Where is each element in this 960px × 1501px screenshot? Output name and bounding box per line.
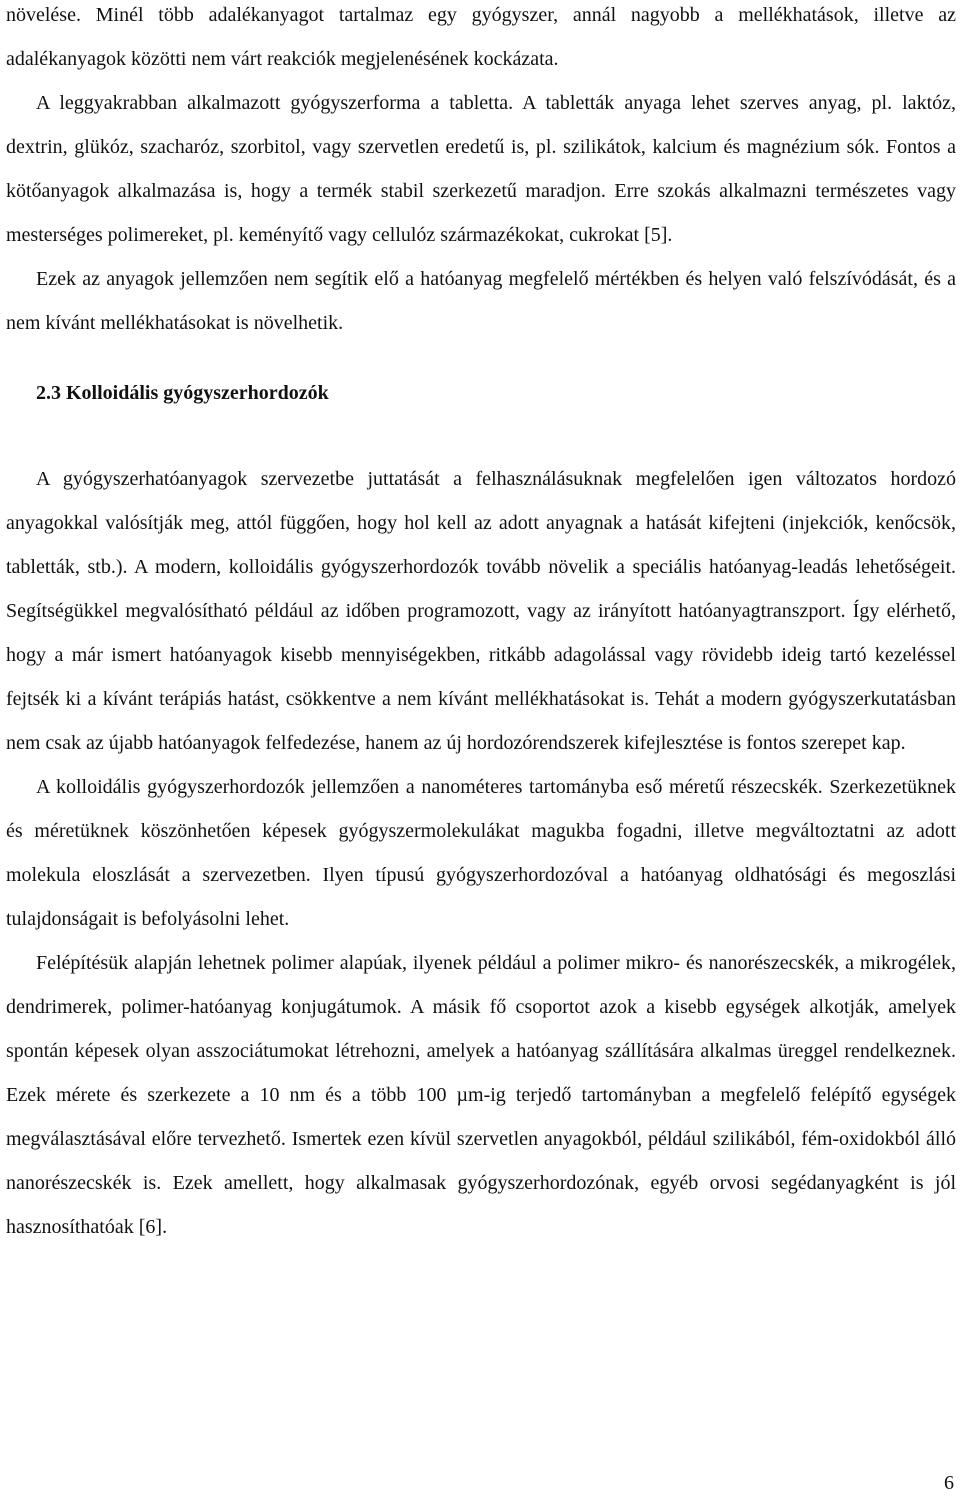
section-heading: 2.3 Kolloidális gyógyszerhordozók <box>36 382 329 404</box>
paragraph-continued: növelése. Minél több adalékanyagot tartalmaz egy gyógyszer, annál nagyobb a mellékhatások, illetve az adalékanyagok közötti nem várt reakciók megjelenésének kockázata. <box>6 4 956 70</box>
spacer <box>6 415 956 457</box>
paragraph-drug-carriers-intro: A gyógyszerhatóanyagok szervezetbe juttatását a felhasználásuknak megfelelően igen változatos hordozó anyagokkal valósítják meg, attól függően, hogy hol kell az adott anyagnak a hatását kifejteni (injekciók, kenőcsök, tabletták, stb.). A modern, kolloidális gyógyszerhordozók tovább növelik a speciális hatóanyag-leadás lehetőségeit. Segítségükkel megvalósítható például az időben programozott, vagy az irányított hatóanyagtranszport. Így elérhető, hogy a már ismert hatóanyagok kisebb mennyiségekben, ritkább adagolással vagy rövidebb ideig tartó kezeléssel fejtsék ki a kívánt terápiás hatást, csökkentve a nem kívánt mellékhatásokat is. Tehát a modern gyógyszerkutatásban nem csak az újabb hatóanyagok felfedezése, hanem az új hordozórendszerek kifejlesztése is fontos szerepet kap. <box>6 468 956 754</box>
paragraph-tablet-excipients: A leggyakrabban alkalmazott gyógyszerforma a tabletta. A tabletták anyaga lehet szerves anyag, pl. laktóz, dextrin, glükóz, szacharóz, szorbitol, vagy szervetlen eredetű is, pl. szilikátok, kalcium és magnézium sók. Fontos a kötőanyagok alkalmazása is, hogy a termék stabil szerkezetű maradjon. Erre szokás alkalmazni természetes vagy mesterséges polimereket, pl. keményítő vagy cellulóz származékokat, cukrokat [5]. <box>6 92 956 246</box>
paragraph-excipient-effects: Ezek az anyagok jellemzően nem segítik elő a hatóanyag megfelelő mértékben és helyen való felszívódását, és a nem kívánt mellékhatásokat is növelhetik. <box>6 268 956 334</box>
paragraph-carrier-types: Felépítésük alapján lehetnek polimer alapúak, ilyenek például a polimer mikro- és nanorészecskék, a mikrogélek, dendrimerek, polimer-hatóanyag konjugátumok. A másik fő csoportot azok a kisebb egységek alkotják, amelyek spontán képesek olyan asszociátumokat létrehozni, amelyek a hatóanyag szállítására alkalmas üreggel rendelkeznek. Ezek mérete és szerkezete a 10 nm és a több 100 µm-ig terjedő tartományban a megfelelő felépítő egységek megválasztásával előre tervezhető. Ismertek ezen kívül szervetlen anyagokból, például szilikából, fém-oxidokból álló nanorészecskék is. Ezek amellett, hogy alkalmasak gyógyszerhordozónak, egyéb orvosi segédanyagként is jól hasznosíthatóak [6]. <box>6 952 956 1238</box>
document-body <box>6 0 956 1249</box>
spacer <box>6 345 956 371</box>
page-number: 6 <box>944 1472 954 1494</box>
paragraph-nanoscale-carriers: A kolloidális gyógyszerhordozók jellemzően a nanométeres tartományba eső méretű részecskék. Szerkezetüknek és méretüknek köszönhetően képesek gyógyszermolekulákat magukba fogadni, illetve megváltoztatni az adott molekula eloszlását a szervezetben. Ilyen típusú gyógyszerhordozóval a hatóanyag oldhatósági és megoszlási tulajdonságait is befolyásolni lehet. <box>6 776 956 930</box>
